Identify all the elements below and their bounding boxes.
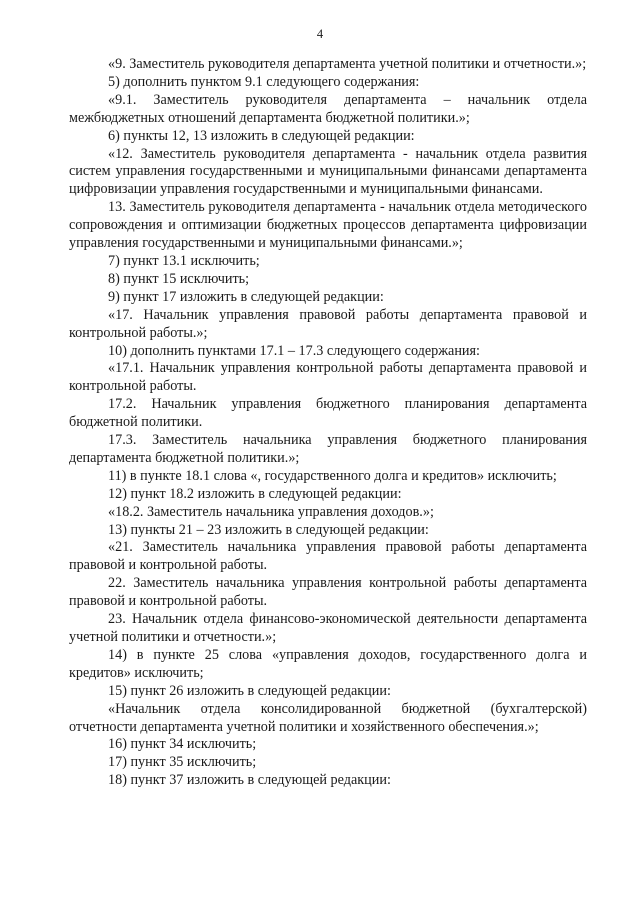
paragraph-15: 11) в пункте 18.1 слова «, государственного долга и кредитов» исключить; — [108, 467, 557, 484]
paragraph-2: 5) дополнить пунктом 9.1 следующего содержания: — [108, 73, 420, 90]
paragraph-19: «21. Заместитель начальника управления правовой работы департамента правовой и контрольной работы. — [69, 539, 587, 574]
paragraph-14: 17.3. Заместитель начальника управления бюджетного планирования департамента бюджетной политики.»; — [69, 432, 587, 466]
paragraph-22: 14) в пункте 25 слова «управления доходов, государственного долга и кредитов» исключить; — [69, 646, 587, 681]
paragraph-12: «17.1. Начальник управления контрольной работы департамента правовой и контрольной работы. — [69, 360, 587, 395]
paragraph-16: 12) пункт 18.2 изложить в следующей редакции: — [108, 485, 402, 502]
paragraph-20: 22. Заместитель начальника управления контрольной работы департамента правовой и контрольной работы. — [69, 575, 587, 610]
page-number: 4 — [316, 27, 324, 41]
paragraph-23: 15) пункт 26 изложить в следующей редакции: — [108, 682, 391, 699]
paragraph-11: 10) дополнить пунктами 17.1 – 17.3 следующего содержания: — [108, 342, 480, 359]
paragraph-17: «18.2. Заместитель начальника управления доходов.»; — [108, 503, 434, 520]
paragraph-5: «12. Заместитель руководителя департамента - начальник отдела развития систем управления государственными и муниципальными финансами департамента цифровизации управления государственными и муниципальными финансами. — [69, 145, 587, 198]
paragraph-27: 18) пункт 37 изложить в следующей редакции: — [108, 772, 391, 789]
paragraph-26: 17) пункт 35 исключить; — [108, 754, 257, 771]
paragraph-18: 13) пункты 21 – 23 изложить в следующей редакции: — [108, 521, 429, 538]
document-body — [69, 56, 587, 790]
paragraph-25: 16) пункт 34 исключить; — [108, 736, 257, 753]
paragraph-3: «9.1. Заместитель руководителя департамента – начальник отдела межбюджетных отношений департамента бюджетной политики.»; — [69, 91, 587, 126]
paragraph-9: 9) пункт 17 изложить в следующей редакции: — [108, 288, 384, 305]
paragraph-4: 6) пункты 12, 13 изложить в следующей редакции: — [108, 127, 415, 144]
paragraph-7: 7) пункт 13.1 исключить; — [108, 252, 260, 269]
paragraph-24: «Начальник отдела консолидированной бюджетной (бухгалтерской) отчетности департамента учетной политики и хозяйственного обеспечения.»; — [69, 700, 587, 735]
paragraph-6: 13. Заместитель руководителя департамента - начальник отдела методического сопровождения и оптимизации бюджетных процессов департамента цифровизации управления государственными и муниципальными финансами.»; — [69, 199, 587, 252]
paragraph-10: «17. Начальник управления правовой работы департамента правовой и контрольной работы.»; — [69, 306, 587, 341]
paragraph-21: 23. Начальник отдела финансово-экономической деятельности департамента учетной политики и отчетности.»; — [69, 611, 587, 645]
paragraph-1: «9. Заместитель руководителя департамента учетной политики и отчетности.»; — [108, 56, 587, 72]
paragraph-8: 8) пункт 15 исключить; — [108, 270, 250, 287]
paragraph-13: 17.2. Начальник управления бюджетного планирования департамента бюджетной политики. — [69, 396, 587, 431]
